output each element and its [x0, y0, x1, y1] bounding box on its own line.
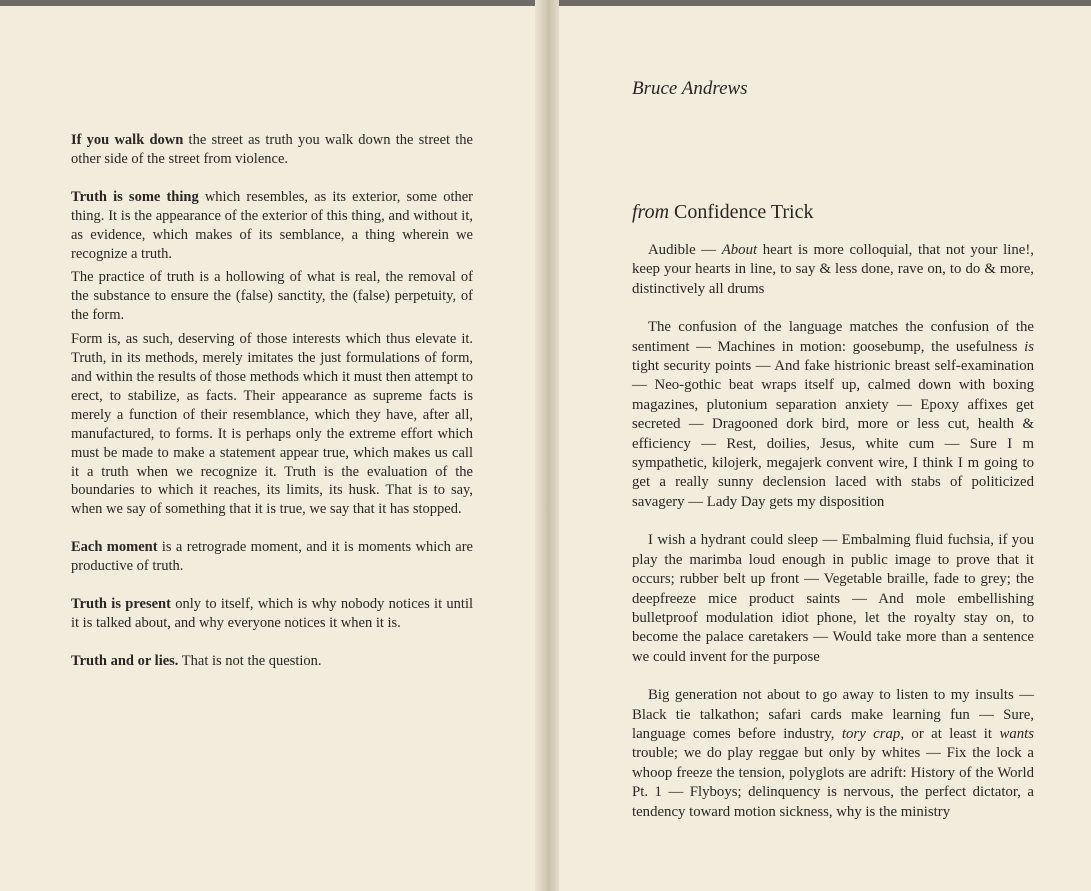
poem-paragraph-hydrant: I wish a hydrant could sleep — Embalming fluid fuchsia, if you play the marimba loud enough in public image to prove that it occurs; rubber belt up front — Vegetable braille, fade to grey; the deepfreeze mice product saints — And mole embellishing bulletproof modulation idiot phone, let the royalty stay on, to become the palace caretakers — Would take more than a sentence we could invent for the purpose [632, 532, 1034, 665]
right-page-text [632, 78, 1034, 822]
poem-paragraph-big-generation: Big generation not about to go away to listen to my insults — Black tie talkathon; safari cards make learning fun — Sure, language comes before industry, tory crap, or at least it wants trouble; we do play reggae but only by whites — Fix the lock a whoop freeze the tension, polyglots are adrift: History of the World Pt. 1 — Flyboys; delinquency is nervous, the perfect dictator, a tendency toward motion sickness, why is the ministry [632, 687, 1034, 820]
book-gutter [535, 0, 559, 891]
left-page [0, 6, 541, 891]
author-name: Bruce Andrews [632, 78, 748, 99]
paragraph-practice-of-truth: The practice of truth is a hollowing of what is real, the removal of the substance to ensure the (false) sanctity, the (false) perpetuity, of the form. [71, 269, 473, 324]
poem-paragraph-audible: Audible — About heart is more colloquial, that not your line!, keep your hearts in line, to say & less done, rave on, to do & more, distinctively all drums [632, 242, 1034, 297]
paragraph-truth-present: Truth is present only to itself, which is why nobody notices it until it is talked about, and why everyone notices it when it is. [71, 596, 474, 631]
paragraph-truth-some-thing: Truth is some thing which resembles, as its exterior, some other thing. It is the appearance of the exterior of this thing, and without it, as evidence, which makes of its semblance, a thing wherein we recognize a truth. [71, 188, 473, 262]
poem-title: from Confidence Trick [632, 201, 814, 223]
paragraph-truth-and-lies: Truth and or lies. That is not the question. [71, 652, 322, 669]
left-page-text [71, 131, 473, 671]
paragraph-form: Form is, as such, deserving of those interests which thus elevate it. Truth, in its methods, merely imitates the just formulations of form, and within the results of those methods which it must then attempt to erect, to stabilize, as facts. Their appearance as supreme facts is merely a function of their resemblance, which they have, after all, manufactured, to forms. It is perhaps only the extreme effort which must be made to make a statement appear true, which makes us call it a truth when we recognize it. Truth is the evaluation of the boundaries to which it reaches, its limits, its husk. That is to say, when we say of something that it is true, we say that it has stopped. [71, 331, 473, 518]
paragraph-walk-down: If you walk down the street as truth you walk down the street the other side of the street from violence. [71, 132, 473, 167]
paragraph-each-moment: Each moment is a retrograde moment, and it is moments which are productive of truth. [71, 539, 473, 575]
poem-paragraph-confusion: The confusion of the language matches the confusion of the sentiment — Machines in motion: goosebump, the usefulness is tight security points — And fake histrionic breast self-examination — Neo-gothic beat wraps itself up, calmed down with boxing magazines, plutonium separation anxiety — Epoxy affixes get secreted — Dragooned dork bird, more or less cut, health & efficiency — Rest, doilies, Jesus, white cum — Sure I m sympathetic, kilojerk, megajerk convent wire, I think I m going to get a really sunny declension laced with stabs of politicized savagery — Lady Day gets my disposition [632, 319, 1034, 510]
